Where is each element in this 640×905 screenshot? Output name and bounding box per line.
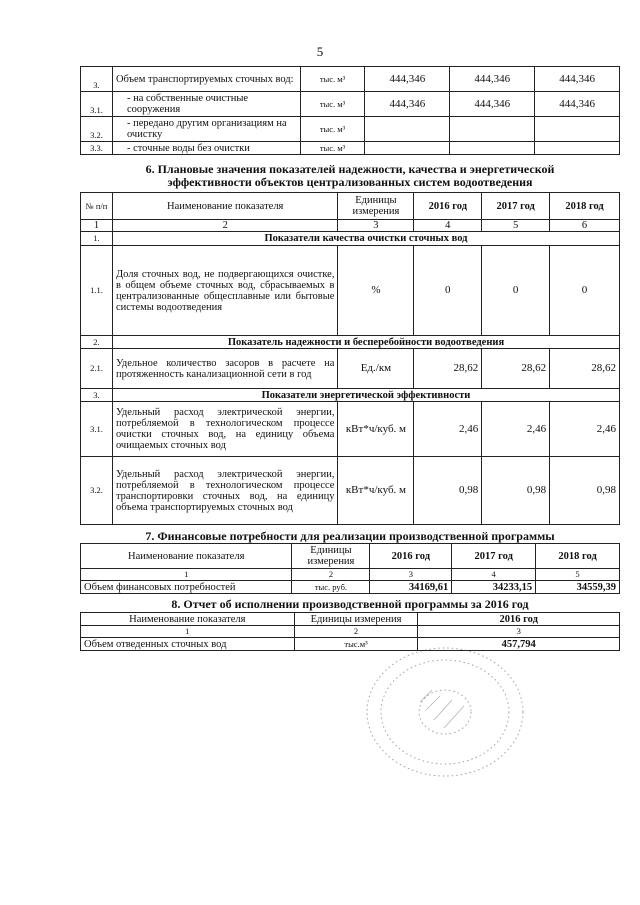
stamp-scribbles: [420, 690, 464, 728]
table-row: 2.1. Удельное количество засоров в расчете на протяженность канализационной сети в год Ед./км 28,62 28,62 28,62: [81, 349, 620, 389]
group-row: 2. Показатель надежности и бесперебойности водоотведения: [81, 336, 620, 349]
table-row: Объем финансовых потребностей тыс. руб. 34169,61 34233,15 34559,39: [81, 581, 620, 594]
table-row: 3.2. Удельный расход электрической энергии, потребляемой в технологическом процессе транспортировки сточных вод, на единицу объема транспортируемых сточных вод кВт*ч/куб. м 0,98 0,98 0,98: [81, 457, 620, 525]
section-6-title: 6. Плановые значения показателей надежности, качества и энергетической эффективности объектов централизованных систем водоотведения: [145, 162, 555, 189]
stamp-inner-ring: [381, 660, 509, 764]
stamp-rings: [367, 648, 523, 776]
reliability-indicators-table: [80, 192, 620, 525]
table-row: 3. Объем транспортируемых сточных вод: тыс. м³ 444,346 444,346 444,346: [81, 67, 620, 92]
section-8-title: 8. Отчет об исполнении производственной программы за 2016 год: [171, 597, 529, 611]
table-row: 1.1. Доля сточных вод, не подвергающихся очистке, в общем объеме сточных вод, сбрасываемых в централизованные общесплавные или бытовые системы водоотведения % 0 0 0: [81, 246, 620, 336]
table-index-row: 1 2 3: [81, 626, 620, 638]
stamp-outer-ring: [367, 648, 523, 776]
group-row: 3. Показатели энергетической эффективности: [81, 389, 620, 402]
financial-needs-table: [80, 543, 620, 594]
table-row: 3.2. - передано другим организациям на очистку тыс. м³: [81, 117, 620, 142]
table-header-row: Наименование показателя Единицы измерения 2016 год: [81, 613, 620, 626]
table-index-row: 1 2 3 4 5: [81, 569, 620, 581]
program-report-table: [80, 612, 620, 651]
table-row: Объем отведенных сточных вод тыс.м³ 457,794: [81, 638, 620, 651]
official-stamp: [360, 640, 530, 780]
stamp-scribble-strokes: [420, 690, 464, 728]
table-row: 3.3. - сточные воды без очистки тыс. м³: [81, 142, 620, 155]
page-number: 5: [316, 44, 324, 59]
table-header-row: № п/п Наименование показателя Единицы измерения 2016 год 2017 год 2018 год: [81, 193, 620, 220]
table-index-row: 1 2 3 4 5 6: [81, 220, 620, 232]
group-row: 1. Показатели качества очистки сточных вод: [81, 232, 620, 246]
section-7-title: 7. Финансовые потребности для реализации производственной программы: [145, 529, 555, 543]
table-row: 3.1. - на собственные очистные сооружения тыс. м³ 444,346 444,346 444,346: [81, 92, 620, 117]
table-header-row: Наименование показателя Единицы измерения 2016 год 2017 год 2018 год: [81, 544, 620, 569]
transport-volume-table: [80, 66, 620, 155]
table-row: 3.1. Удельный расход электрической энергии, потребляемой в технологическом процессе очистки сточных вод, на единицу объема очищаемых сточных вод кВт*ч/куб. м 2,46 2,46 2,46: [81, 402, 620, 457]
